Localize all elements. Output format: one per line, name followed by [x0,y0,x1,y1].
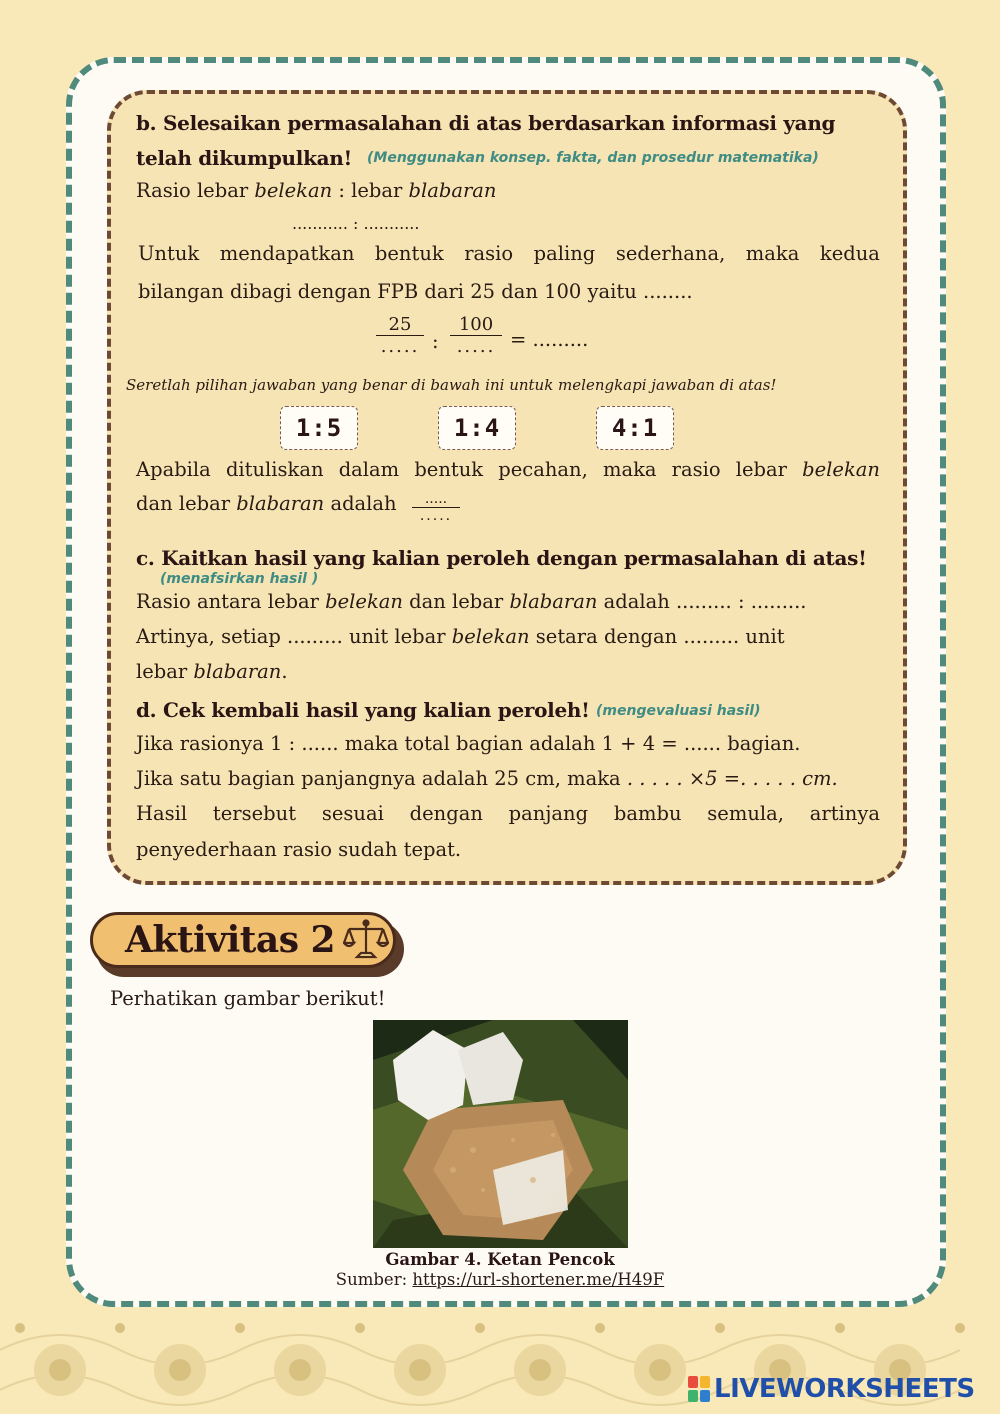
choice-chip-1-4[interactable]: 1:4 [438,406,516,450]
fraction-25-denominator-blank[interactable]: ..... [380,336,420,357]
section-c-note: (menafsirkan hasil ) [160,571,319,587]
section-c-line1: Rasio antara lebar belekan dan lebar blabaran adalah ......... : ......... [136,590,807,613]
activity-instruction: Perhatikan gambar berikut! [110,987,386,1010]
section-d-heading: d. Cek kembali hasil yang kalian peroleh! [136,698,590,722]
section-d-line4: penyederhaan rasio sudah tepat. [136,838,462,861]
fpb-answer-blank[interactable] [704,297,752,303]
fraction-paragraph-line2: dan lebar blabaran adalah [136,492,397,515]
activity-title: Aktivitas 2 [125,919,336,961]
ratio-blank-drop-zone[interactable]: ........... : ........... [292,214,420,233]
section-b-heading-line2: telah dikumpulkan! [136,146,353,170]
section-b-panel [107,90,907,885]
ratio-label: Rasio lebar belekan : lebar blabaran [136,179,497,202]
section-d-line2: Jika satu bagian panjangnya adalah 25 cm, maka . . . . . ×5 =. . . . . cm. [136,767,838,790]
fraction-100: 100 ..... [450,314,502,357]
fpb-paragraph-line1: Untuk mendapatkan bentuk rasio paling sederhana, maka kedua [138,242,880,265]
section-b-heading: b. Selesaikan permasalahan di atas berdasarkan informasi yang [136,111,836,135]
fpb-paragraph-line2: bilangan dibagi dengan FPB dari 25 dan 100 yaitu ........ [138,280,693,303]
fraction-100-denominator-blank[interactable]: ..... [456,336,496,357]
liveworksheets-logo [688,1374,975,1404]
section-b-note: (Menggunakan konsep. fakta, dan prosedur matematika) [367,150,819,166]
liveworksheets-icon [688,1376,710,1402]
choice-chip-4-1[interactable]: 4:1 [596,406,674,450]
fraction-result-blank[interactable]: = ......... [510,328,589,351]
section-c-line2: Artinya, setiap ......... unit lebar belekan setara dengan ......... unit [136,625,785,648]
section-c-line3: lebar blabaran. [136,660,288,683]
figure-source: Sumber: https://url-shortener.me/H49F [335,1270,665,1289]
liveworksheets-wordmark: LIVEWORKSHEETS [714,1374,975,1404]
fraction-answer[interactable]: ..... ..... [412,491,460,524]
fraction-paragraph-line1: Apabila dituliskan dalam bentuk pecahan, maka rasio lebar belekan [136,458,880,481]
activity-badge [90,912,396,968]
section-c-heading: c. Kaitkan hasil yang kalian peroleh dengan permasalahan di atas! [136,546,867,570]
choice-chip-1-5[interactable]: 1:5 [280,406,358,450]
figure-caption: Gambar 4. Ketan Pencok [385,1250,615,1269]
drag-instruction: Seretlah pilihan jawaban yang benar di bawah ini untuk melengkapi jawaban di atas! [126,376,777,394]
fraction-colon: : [432,330,439,353]
section-d-note: (mengevaluasi hasil) [596,703,761,719]
section-d-line1: Jika rasionya 1 : ...... maka total bagian adalah 1 + 4 = ...... bagian. [136,732,801,755]
balance-scale-icon [343,919,389,961]
ketan-pencok-photo [373,1020,628,1248]
fraction-25: 25 ..... [376,314,424,357]
section-d-line3: Hasil tersebut sesuai dengan panjang bambu semula, artinya [136,802,880,825]
source-link[interactable]: https://url-shortener.me/H49F [412,1270,665,1289]
